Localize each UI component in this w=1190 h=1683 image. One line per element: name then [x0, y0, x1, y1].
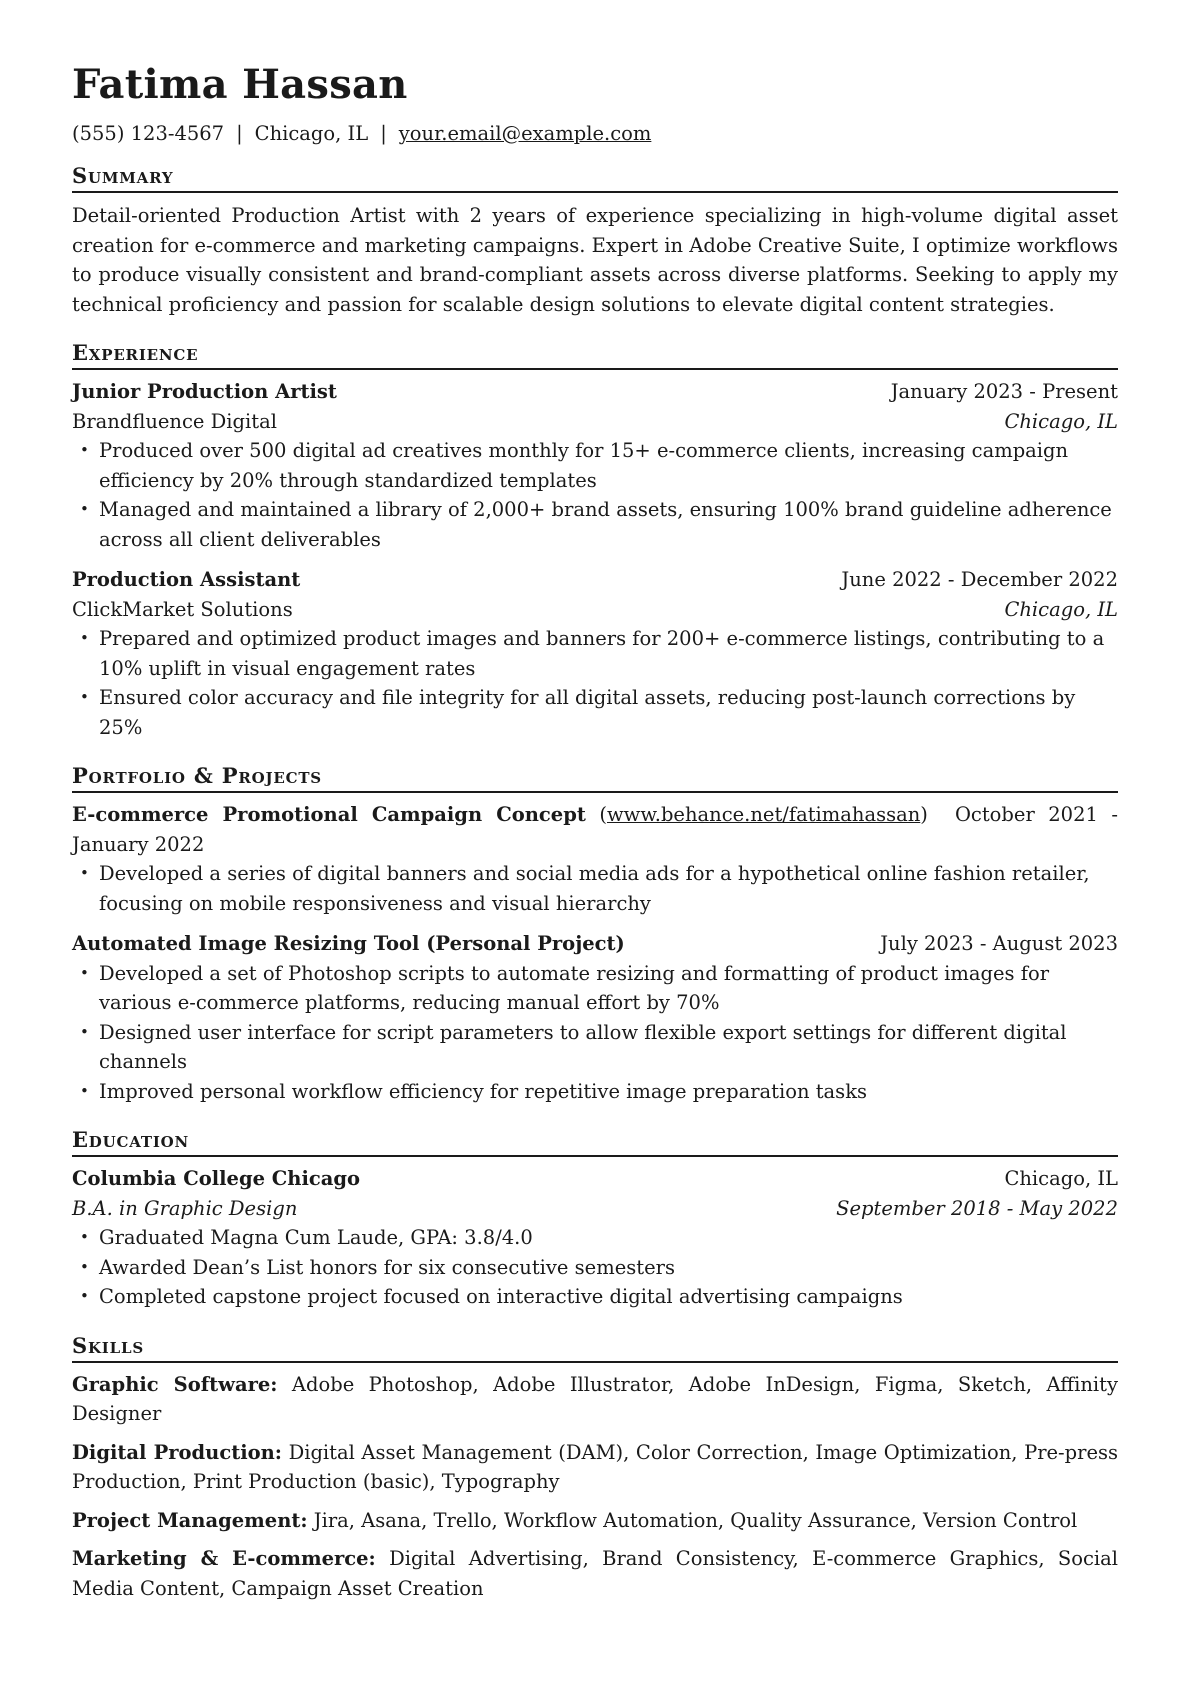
skills-heading: Skills [72, 1332, 1118, 1363]
education-dates: September 2018 - May 2022 [836, 1196, 1118, 1220]
job-bullets [72, 624, 1118, 742]
skill-items: Digital Asset Management (DAM), Color Correction, Image Optimization, Pre-press Production, Print Production (basic), Typography [72, 1440, 1119, 1493]
project-entry [72, 800, 1118, 918]
projects-heading: Portfolio & Projects [72, 762, 1118, 793]
job-dates: June 2022 - December 2022 [841, 568, 1118, 591]
school-location: Chicago, IL [1004, 1167, 1118, 1190]
skill-items: Digital Advertising, Brand Consistency, E-commerce Graphics, Social Media Content, Campaign Asset Creation [72, 1547, 1118, 1600]
skill-group [72, 1438, 1118, 1497]
project-name: Automated Image Resizing Tool (Personal Project) [72, 932, 625, 955]
degree: B.A. in Graphic Design [72, 1196, 298, 1220]
contact-separator: | [380, 122, 387, 145]
job-subheader [72, 407, 1118, 437]
bullet-item: • Completed capstone project focused on interactive digital advertising campaigns [72, 1282, 1118, 1312]
contact-separator: | [236, 122, 243, 145]
project-bullets [72, 959, 1118, 1107]
candidate-name: Fatima Hassan [72, 61, 408, 108]
project-bullets [72, 859, 1118, 918]
skill-group [72, 1544, 1118, 1603]
job-company: Brandfluence Digital [72, 409, 277, 433]
bullet-item: • Graduated Magna Cum Laude, GPA: 3.8/4.0 [72, 1223, 1118, 1253]
bullet-item: • Designed user interface for script parameters to allow flexible export settings for different digital channels [72, 1018, 1118, 1077]
experience-entry [72, 565, 1118, 742]
bullet-item: • Developed a series of digital banners and social media ads for a hypothetical online fashion retailer, focusing on mobile responsiveness and visual hierarchy [72, 859, 1118, 918]
skill-label: Graphic Software: [72, 1372, 278, 1396]
skill-items: Adobe Photoshop, Adobe Illustrator, Adobe InDesign, Figma, Sketch, Affinity Designer [72, 1372, 1118, 1425]
location: Chicago, IL [254, 122, 369, 145]
education-bullets [72, 1223, 1118, 1312]
project-dates: October 2021 - January 2022 [72, 803, 1118, 856]
bullet-item: • Managed and maintained a library of 2,000+ brand assets, ensuring 100% brand guideline adherence across all client deliverables [72, 495, 1118, 554]
skill-label: Marketing & E-commerce: [72, 1547, 376, 1570]
job-header [72, 565, 1118, 595]
degree-row [72, 1194, 1118, 1224]
job-header [72, 377, 1118, 407]
education-entry [72, 1164, 1118, 1312]
summary-text: Detail-oriented Production Artist with 2 years of experience specializing in high-volume digital asset creation for e-commerce and marketing campaigns. Expert in Adobe Creative Suite, I optimize workflows to produce visually consistent and brand-compliant assets across diverse platforms. Seeking to apply my technical proficiency and passion for scalable design solutions to elevate digital content strategies. [72, 204, 1118, 316]
project-header [72, 929, 1118, 959]
education-heading: Education [72, 1126, 1118, 1157]
phone-number: (555) 123-4567 [72, 122, 225, 145]
contact-line [72, 120, 1118, 148]
experience-entry [72, 377, 1118, 554]
project-name: E-commerce Promotional Campaign Concept [72, 803, 586, 826]
job-role: Junior Production Artist [72, 380, 337, 403]
bullet-item: • Awarded Dean’s List honors for six consecutive semesters [72, 1253, 1118, 1283]
bullet-item: • Improved personal workflow efficiency for repetitive image preparation tasks [72, 1077, 1118, 1107]
project-dates: July 2023 - August 2023 [880, 932, 1118, 955]
job-subheader [72, 595, 1118, 625]
skill-label: Digital Production: [72, 1440, 282, 1464]
skill-label: Project Management: [72, 1508, 308, 1532]
job-dates: January 2023 - Present [890, 380, 1118, 403]
portfolio-link[interactable]: www.behance.net/fatimahassan [606, 803, 921, 826]
bullet-item: • Prepared and optimized product images and banners for 200+ e-commerce listings, contributing to a 10% uplift in visual engagement rates [72, 624, 1118, 683]
bullet-item: • Ensured color accuracy and file integrity for all digital assets, reducing post-launch corrections by 25% [72, 683, 1118, 742]
job-company: ClickMarket Solutions [72, 597, 293, 621]
job-role: Production Assistant [72, 568, 301, 591]
experience-heading: Experience [72, 339, 1118, 370]
skill-group [72, 1506, 1118, 1536]
job-bullets [72, 436, 1118, 554]
skill-items: Jira, Asana, Trello, Workflow Automation, Quality Assurance, Version Control [313, 1508, 1078, 1532]
email-link[interactable]: your.email@example.com [398, 122, 652, 145]
job-location: Chicago, IL [1004, 409, 1118, 433]
summary-heading: Summary [72, 162, 1118, 193]
skill-group [72, 1370, 1118, 1429]
bullet-item: • Developed a set of Photoshop scripts to automate resizing and formatting of product images for various e-commerce platforms, reducing manual effort by 70% [72, 959, 1118, 1018]
project-header: E-commerce Promotional Campaign Concept (www.behance.net/fatimahassan) October 2021 - January 2022 [72, 803, 1118, 856]
job-location: Chicago, IL [1004, 597, 1118, 621]
school-header [72, 1164, 1118, 1194]
project-entry [72, 929, 1118, 1106]
bullet-item: • Produced over 500 digital ad creatives monthly for 15+ e-commerce clients, increasing campaign efficiency by 20% through standardized templates [72, 436, 1118, 495]
school-name: Columbia College Chicago [72, 1167, 361, 1190]
